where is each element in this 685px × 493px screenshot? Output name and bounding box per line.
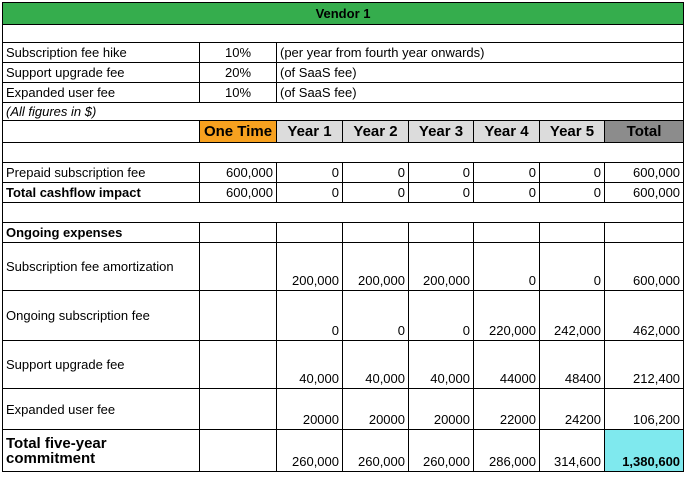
assumption-label: Support upgrade fee: [3, 63, 200, 83]
cell: 260,000: [343, 430, 409, 472]
ongoing-expenses-header: Ongoing expenses: [3, 223, 200, 243]
cell: 600,000: [200, 183, 277, 203]
column-header-row: [3, 121, 684, 143]
cell: 462,000: [605, 291, 684, 341]
cell: 22000: [474, 389, 540, 430]
cell: 0: [474, 243, 540, 291]
assumption-note: (per year from fourth year onwards): [277, 43, 684, 63]
cell: 40,000: [343, 341, 409, 389]
spacer-row: [3, 143, 684, 163]
cell: 0: [474, 163, 540, 183]
vendor-cost-table: [2, 2, 684, 472]
cell: 48400: [540, 341, 605, 389]
grand-total-cell: 1,380,600: [605, 430, 684, 472]
cell: 600,000: [605, 243, 684, 291]
header-year-5: Year 5: [540, 121, 605, 143]
cell: 0: [409, 183, 474, 203]
cell: 20000: [343, 389, 409, 430]
row-label: Support upgrade fee: [3, 341, 200, 389]
cell: 0: [277, 291, 343, 341]
cell: 314,600: [540, 430, 605, 472]
figures-note: (All figures in $): [3, 103, 684, 121]
cell: 600,000: [605, 183, 684, 203]
cell: 0: [409, 163, 474, 183]
table-row: [3, 389, 684, 430]
header-blank: [3, 121, 200, 143]
cell: 40,000: [277, 341, 343, 389]
spacer-row: [3, 203, 684, 223]
cell: 0: [277, 163, 343, 183]
cell: 0: [474, 183, 540, 203]
cell: 20000: [409, 389, 474, 430]
cell: 0: [409, 291, 474, 341]
assumption-value: 10%: [200, 43, 277, 63]
assumption-value: 20%: [200, 63, 277, 83]
cell: 200,000: [409, 243, 474, 291]
cell: 106,200: [605, 389, 684, 430]
assumption-label: Subscription fee hike: [3, 43, 200, 63]
row-label: Prepaid subscription fee: [3, 163, 200, 183]
cell: 44000: [474, 341, 540, 389]
row-label: Total cashflow impact: [3, 183, 200, 203]
assumption-row: [3, 83, 684, 103]
cell: 40,000: [409, 341, 474, 389]
cell: [200, 291, 277, 341]
cell: 0: [343, 163, 409, 183]
cell: 600,000: [200, 163, 277, 183]
cell: 286,000: [474, 430, 540, 472]
cell: 0: [540, 243, 605, 291]
cell: 20000: [277, 389, 343, 430]
assumption-note: (of SaaS fee): [277, 63, 684, 83]
row-label: Ongoing subscription fee: [3, 291, 200, 341]
cell: 260,000: [277, 430, 343, 472]
section-header-row: [3, 223, 684, 243]
total-commitment-row: [3, 430, 684, 472]
table-row: [3, 243, 684, 291]
cell: 0: [540, 183, 605, 203]
header-total: Total: [605, 121, 684, 143]
total-commitment-label: Total five-year commitment: [3, 430, 200, 472]
header-year-3: Year 3: [409, 121, 474, 143]
cell: [200, 243, 277, 291]
cell: 220,000: [474, 291, 540, 341]
cell: 0: [540, 163, 605, 183]
row-label: Expanded user fee: [3, 389, 200, 430]
vendor-title: Vendor 1: [3, 3, 684, 25]
cell: [200, 389, 277, 430]
cell: 260,000: [409, 430, 474, 472]
cell: 0: [343, 291, 409, 341]
cell: [200, 430, 277, 472]
header-year-2: Year 2: [343, 121, 409, 143]
table-row: [3, 163, 684, 183]
table-row: [3, 291, 684, 341]
cell: 0: [343, 183, 409, 203]
assumption-label: Expanded user fee: [3, 83, 200, 103]
cell: 600,000: [605, 163, 684, 183]
assumption-value: 10%: [200, 83, 277, 103]
assumption-row: [3, 63, 684, 83]
cell: 200,000: [343, 243, 409, 291]
table-row: [3, 183, 684, 203]
cell: 242,000: [540, 291, 605, 341]
header-year-1: Year 1: [277, 121, 343, 143]
assumption-row: [3, 43, 684, 63]
cell: 200,000: [277, 243, 343, 291]
header-year-4: Year 4: [474, 121, 540, 143]
spacer-row: [3, 25, 684, 43]
cell: 0: [277, 183, 343, 203]
table-row: [3, 341, 684, 389]
cell: [200, 341, 277, 389]
cell: 212,400: [605, 341, 684, 389]
assumption-note: (of SaaS fee): [277, 83, 684, 103]
row-label: Subscription fee amortization: [3, 243, 200, 291]
cell: 24200: [540, 389, 605, 430]
header-one-time: One Time: [200, 121, 277, 143]
